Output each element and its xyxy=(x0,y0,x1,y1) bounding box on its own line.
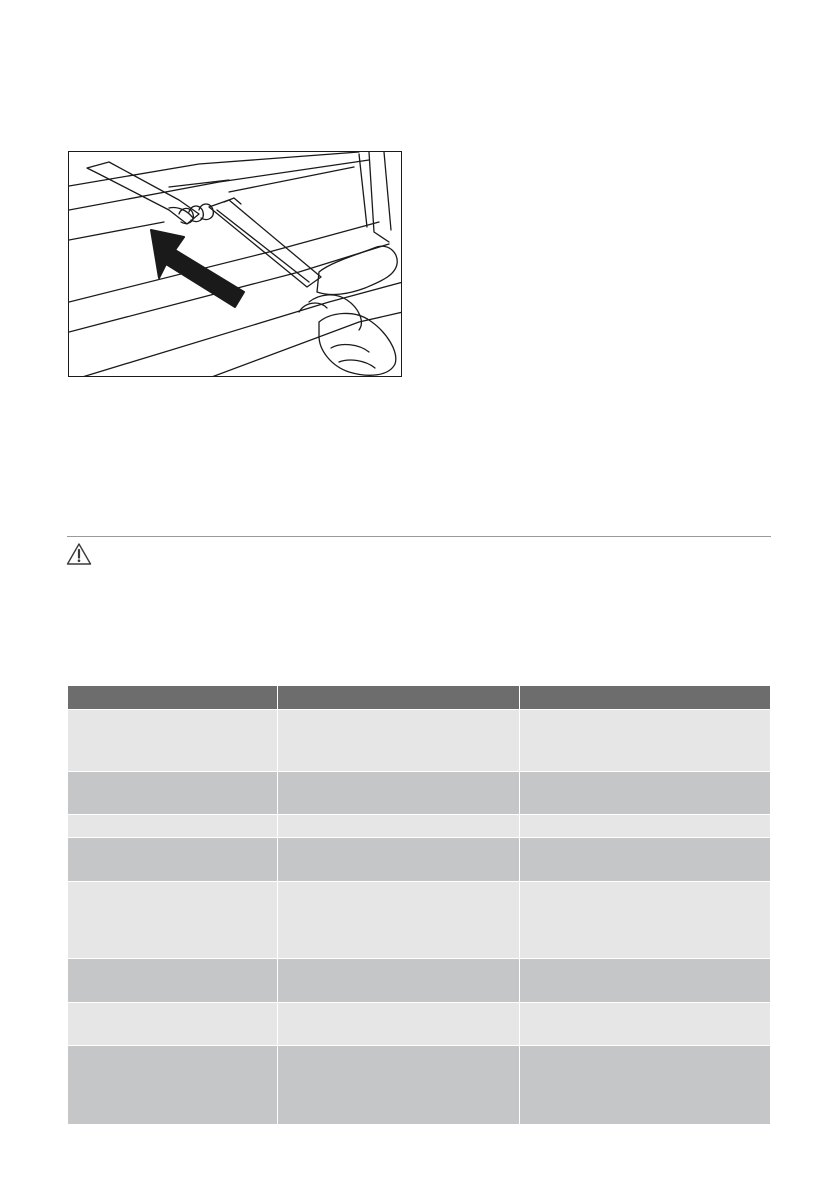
illustration-svg xyxy=(69,152,402,377)
table-cell xyxy=(520,838,770,881)
table-header-cell xyxy=(68,686,277,709)
table-cell xyxy=(68,838,277,881)
table-cell xyxy=(68,1003,277,1045)
table-cell xyxy=(520,1046,770,1124)
table-cell xyxy=(520,959,770,1002)
table-cell xyxy=(68,1046,277,1124)
section-divider xyxy=(67,536,771,537)
table-cell xyxy=(520,772,770,814)
table-cell xyxy=(278,882,519,958)
table-cell xyxy=(520,882,770,958)
table-cell xyxy=(68,772,277,814)
table-cell xyxy=(278,772,519,814)
table-header-cell xyxy=(520,686,770,709)
table-cell xyxy=(520,1003,770,1045)
table-cell xyxy=(68,882,277,958)
table-cell xyxy=(520,710,770,771)
arrow-icon xyxy=(151,230,244,307)
table-cell xyxy=(68,815,277,837)
table-cell xyxy=(278,815,519,837)
warning-triangle-icon xyxy=(66,542,92,566)
table-cell xyxy=(278,710,519,771)
table-cell xyxy=(278,1046,519,1124)
table-cell xyxy=(278,838,519,881)
oven-lamp-cover-illustration xyxy=(68,151,402,377)
troubleshooting-table xyxy=(68,686,770,1124)
table-cell xyxy=(68,959,277,1002)
table-cell xyxy=(68,710,277,771)
table-cell xyxy=(278,959,519,1002)
table-cell xyxy=(520,815,770,837)
table-header-cell xyxy=(278,686,519,709)
table-cell xyxy=(278,1003,519,1045)
